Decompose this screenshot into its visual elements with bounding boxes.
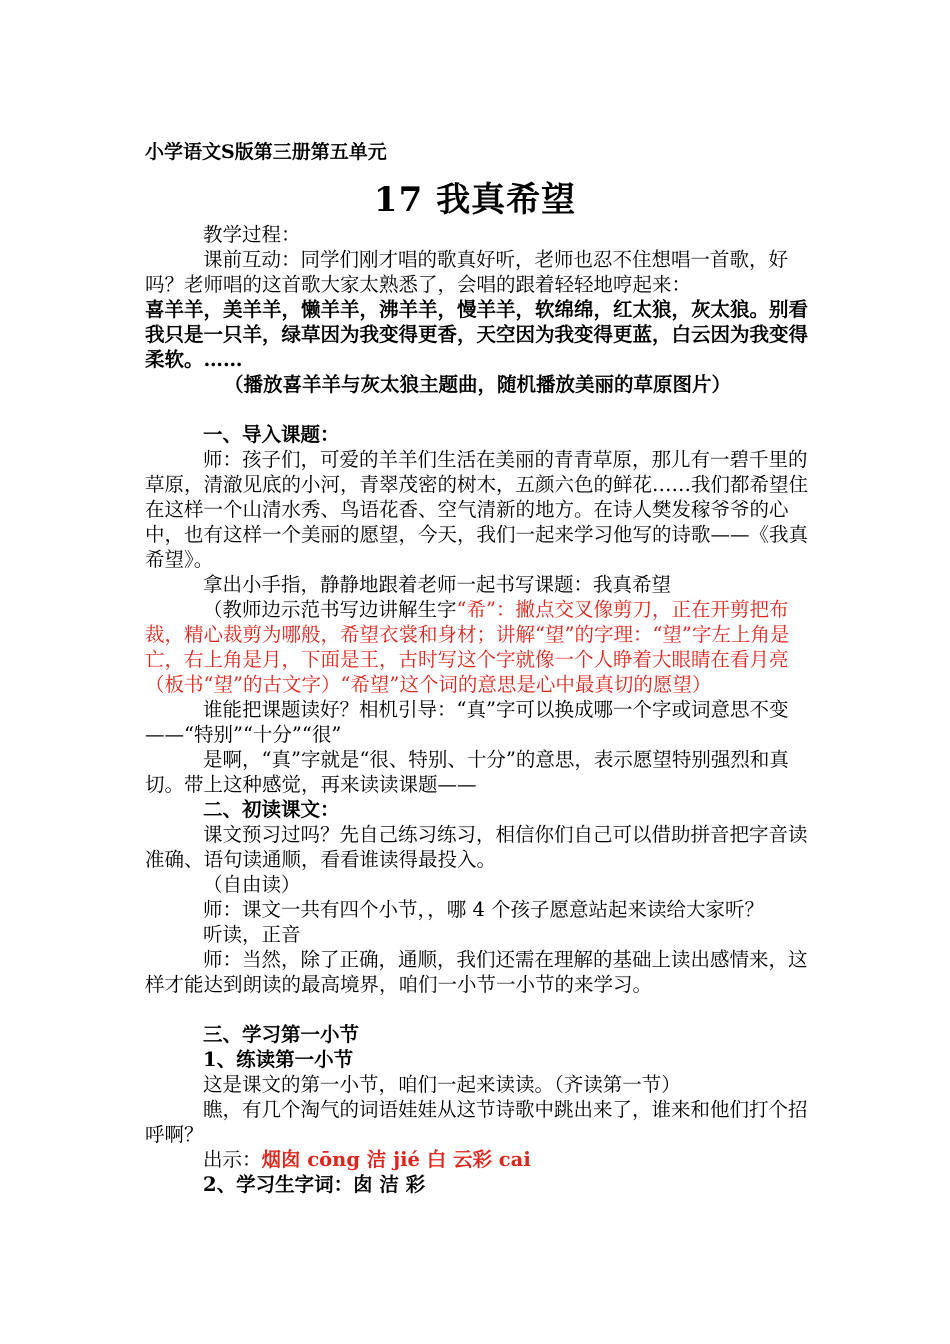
section-3-title: 三、学习第一小节 — [203, 1023, 360, 1046]
intro-paragraph: 课前互动：同学们刚才唱的歌真好听，老师也忍不住想唱一首歌，好吗？老师唱的这首歌大家太熟悉了，会唱的跟着轻轻地哼起来： — [145, 248, 789, 296]
section-3-paragraph-2: 瞧，有几个淘气的词语娃娃从这节诗歌中跳出来了，谁来和他们打个招呼啊？ — [145, 1098, 808, 1146]
section-1-paragraph-5: 是啊，“真”字就是“很、特别、十分”的意思，表示愿望特别强烈和真切。带上这种感觉，再来读读课题—— — [145, 748, 789, 796]
process-label: 教学过程： — [203, 223, 301, 246]
section-1-paragraph-1: 师：孩子们，可爱的羊羊们生活在美丽的青青草原，那儿有一碧千里的草原，清澈见底的小河，青翠茂密的树木，五颜六色的鲜花……我们都希望住在这样一个山清水秀、鸟语花香、空气清新的地方。在诗人樊发稼爷爷的心中，也有这样一个美丽的愿望，今天，我们一起来学习他写的诗歌——《我真希望》。 — [145, 448, 809, 571]
section-2-paragraph-5: 师：当然，除了正确，通顺，我们还需在理解的基础上读出感情来，这样才能达到朗读的最高境界，咱们一小节一小节的来学习。 — [145, 948, 808, 996]
teacher-note-lead: （教师边示范书写边讲解生字 — [203, 598, 457, 621]
section-1-paragraph-4: 谁能把课题读好？相机引导：“真”字可以换成哪一个字或词意思不变——“特别”“十分”“很” — [145, 698, 789, 746]
lesson-body — [145, 222, 810, 1197]
section-1-title: 一、导入课题： — [203, 423, 340, 446]
vocabulary-words: 烟囱 cōng 洁 jié 白 云彩 cai — [261, 1148, 531, 1171]
section-2-paragraph-1: 课文预习过吗？先自己练习练习，相信你们自己可以借助拼音把字音读准确、语句读通顺，看看谁读得最投入。 — [145, 823, 808, 871]
song-lyrics: 喜羊羊，美羊羊，懒羊羊，沸羊羊，慢羊羊，软绵绵，红太狼，灰太狼。别看我只是一只羊，绿草因为我变得更香，天空因为我变得更蓝，白云因为我变得柔软。…… — [145, 298, 809, 371]
unit-header: 小学语文S版第三册第五单元 — [145, 141, 387, 163]
section-3-paragraph-1: 这是课文的第一小节，咱们一起来读读。（齐读第一节） — [203, 1073, 681, 1096]
section-3-subtitle-2: 2、学习生字词：囱 洁 彩 — [203, 1173, 426, 1196]
section-1-paragraph-3 — [145, 597, 810, 697]
section-2-title: 二、初读课文： — [203, 798, 340, 821]
intro-note: （播放喜羊羊与灰太狼主题曲，随机播放美丽的草原图片） — [223, 373, 731, 396]
show-label: 出示： — [203, 1148, 262, 1171]
section-1-paragraph-2: 拿出小手指，静静地跟着老师一起书写课题：我真希望 — [203, 573, 672, 596]
section-2-paragraph-4: 听读，正音 — [203, 923, 301, 946]
lesson-title: 17 我真希望 — [373, 180, 577, 220]
section-2-paragraph-2: （自由读） — [203, 873, 301, 896]
section-3-paragraph-3 — [145, 1147, 810, 1172]
character-explanation: “希”：撇点交叉像剪刀，正在开剪把布裁，精心裁剪为哪般，希望衣裳和身材；讲解“望”的字理：“望”字左上角是亡，右上角是月，下面是王，古时写这个字就像一个人睁着大眼睛在看月亮（板书“望”的古文字）“希望”这个词的意思是心中最真切的愿望） — [145, 598, 790, 696]
section-3-subtitle-1: 1、练读第一小节 — [203, 1048, 354, 1071]
section-2-paragraph-3: 师：课文一共有四个小节，，哪 4 个孩子愿意站起来读给大家听？ — [203, 898, 765, 921]
